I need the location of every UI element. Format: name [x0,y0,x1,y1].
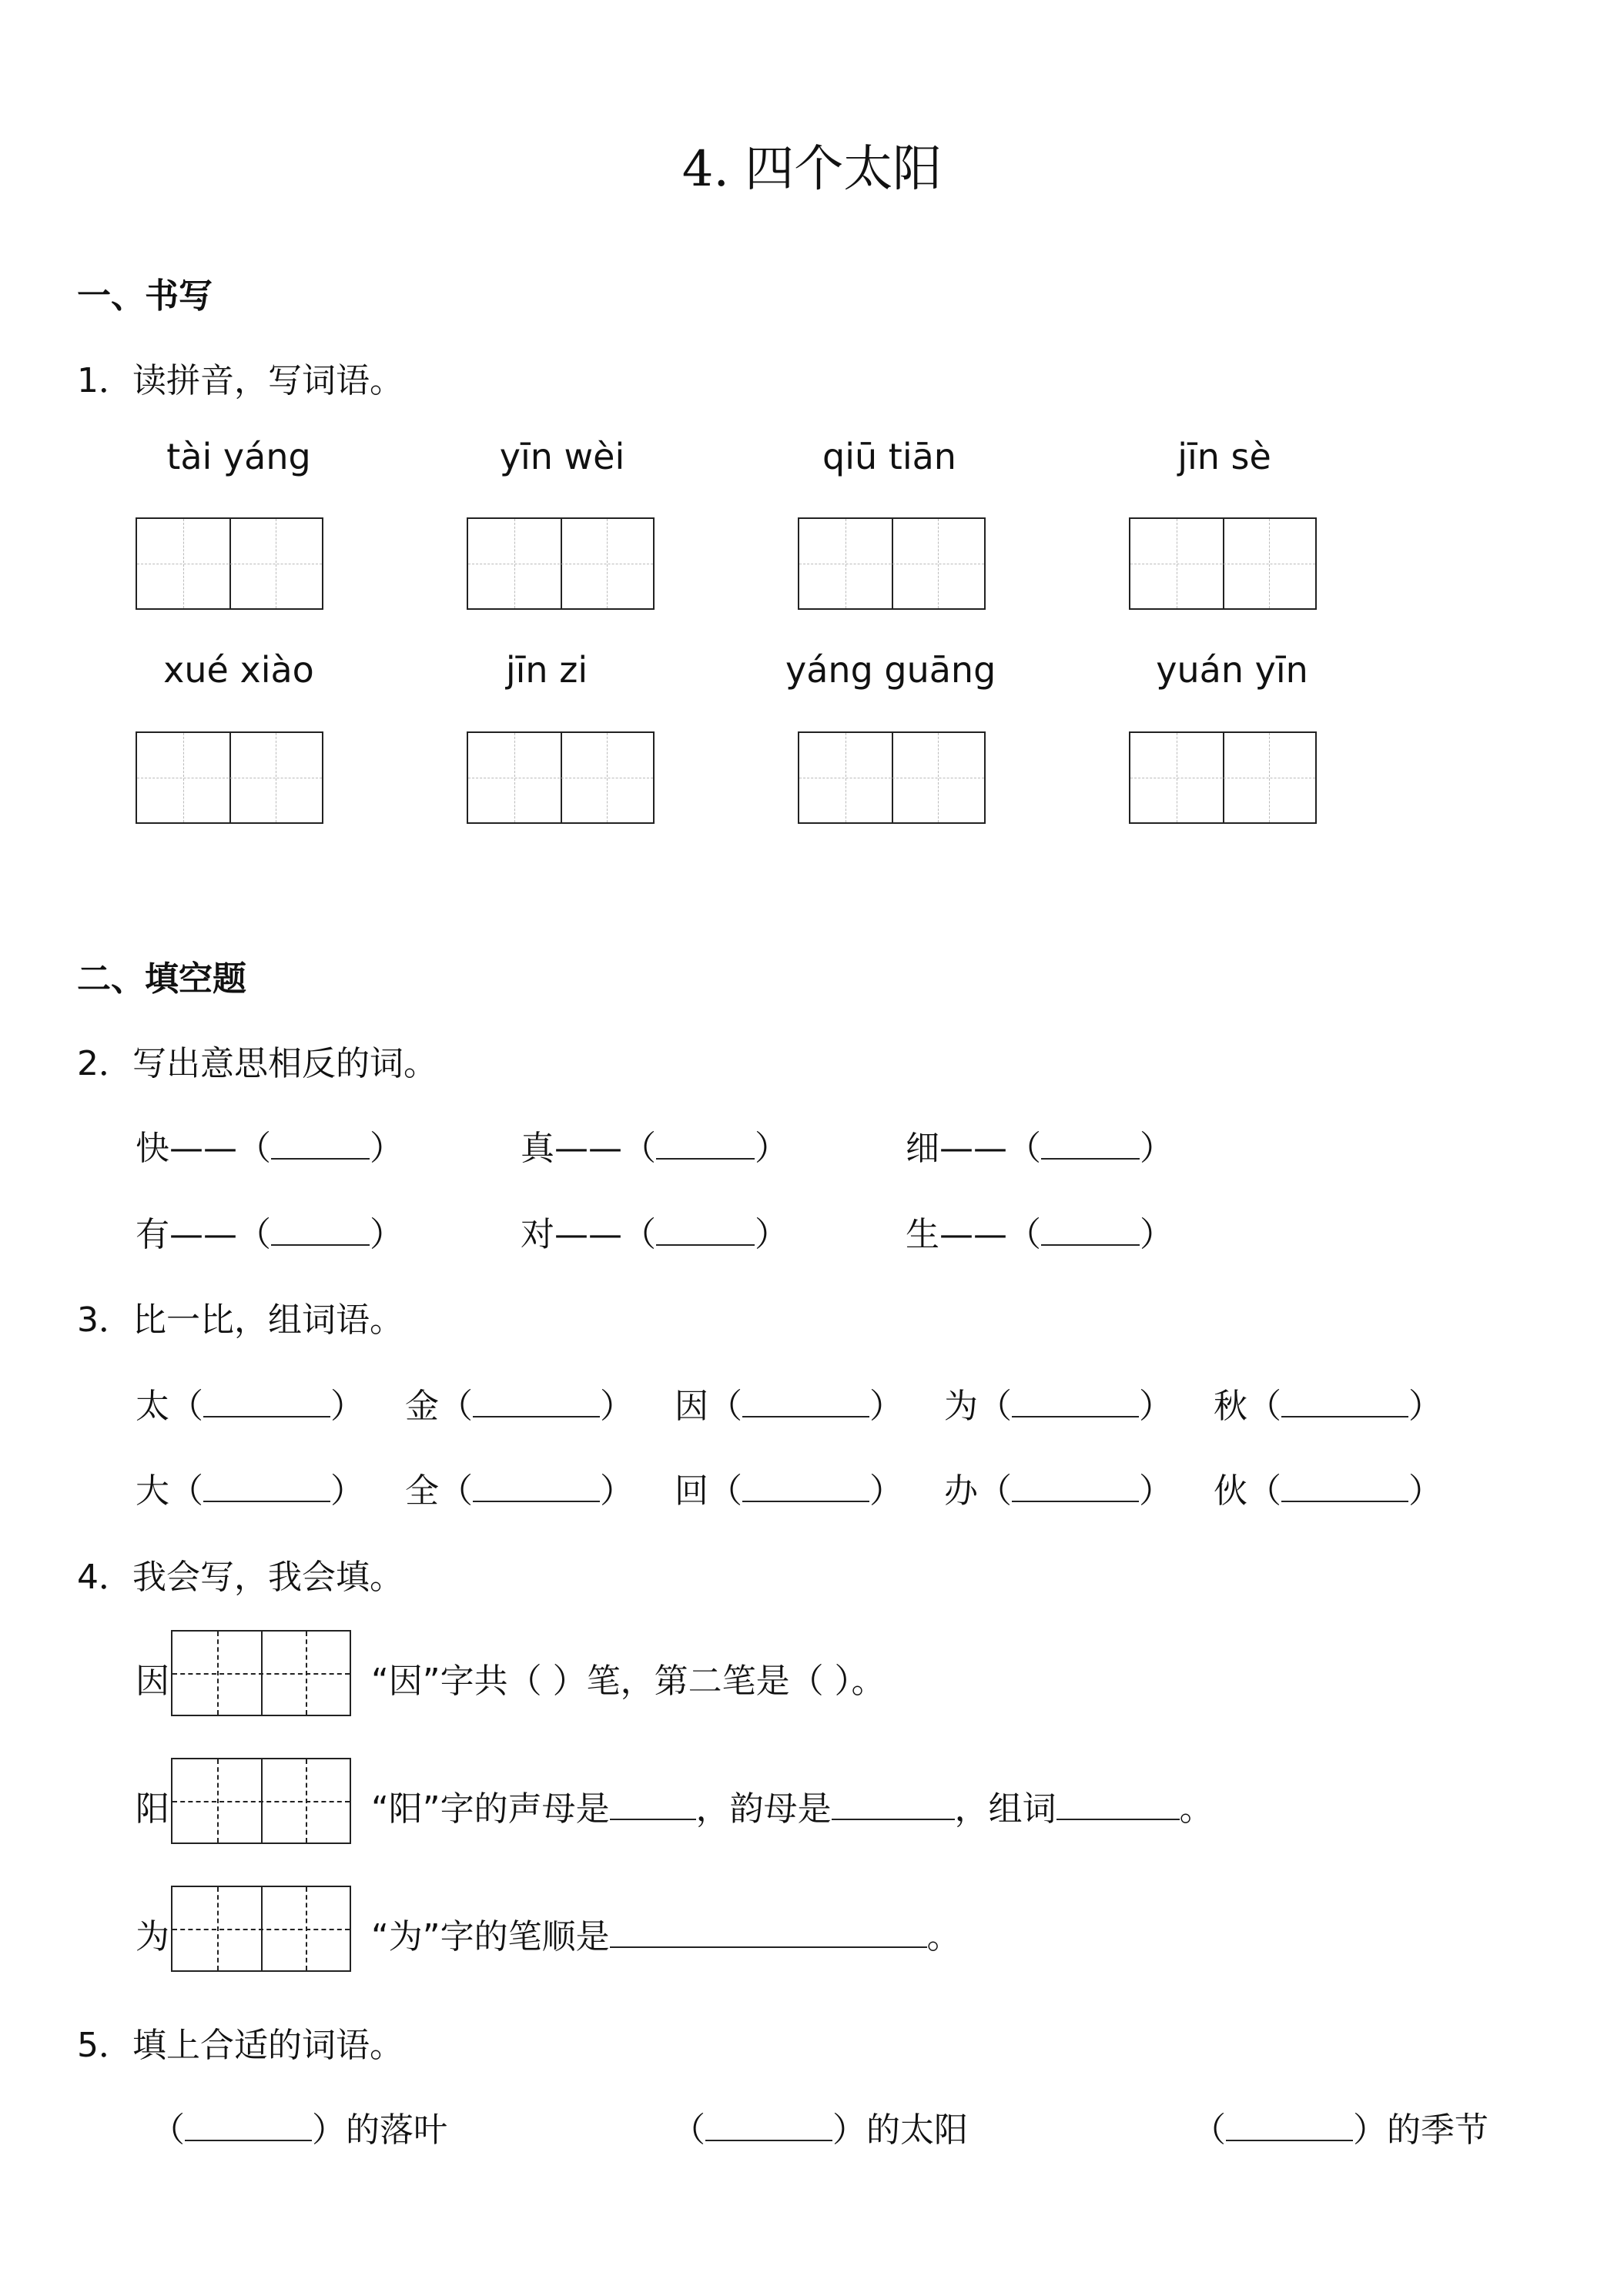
writing-grid[interactable] [467,517,655,610]
answer-blank[interactable] [1056,1789,1180,1820]
section-heading-fill: 二、填空题 [77,959,246,999]
answer-blank[interactable] [832,1789,955,1820]
writing-grid[interactable] [136,731,323,824]
fill-word-item: （ ）的太阳 [671,2110,968,2150]
compare-item: 全（ ） [405,1471,634,1511]
answer-blank[interactable] [203,1387,330,1417]
answer-blank[interactable] [656,1215,755,1246]
compare-item: 因（ ） [675,1387,903,1426]
character-label: 因 [136,1662,169,1701]
pinyin-label: tài yáng [166,436,311,477]
compare-item: 秋（ ） [1214,1387,1442,1426]
antonym-item: 快——（ ） [136,1129,403,1168]
compare-item: 太（ ） [136,1387,364,1426]
answer-blank[interactable] [203,1471,330,1502]
answer-blank[interactable] [1012,1471,1139,1502]
answer-blank[interactable] [742,1387,869,1417]
answer-blank[interactable] [473,1471,600,1502]
writing-grid[interactable] [798,731,986,824]
question-2: 2．写出意思相反的词。 [77,1044,437,1083]
stroke-grid[interactable] [171,1758,351,1844]
page-title: 4. 四个太阳 [681,141,943,198]
pinyin-label: yuán yīn [1156,649,1308,691]
answer-blank[interactable] [610,1789,696,1820]
pinyin-label: xué xiào [163,649,314,691]
compare-item: 大（ ） [136,1471,364,1511]
answer-blank[interactable] [185,2110,312,2141]
stroke-grid[interactable] [171,1630,351,1716]
answer-blank[interactable] [271,1215,370,1246]
compare-item: 金（ ） [405,1387,634,1426]
antonym-item: 细——（ ） [906,1129,1174,1168]
answer-blank[interactable] [610,1917,927,1948]
stroke-order-question: “为”字的笔顺是 。 [371,1917,961,1956]
answer-blank[interactable] [1281,1471,1408,1502]
answer-blank[interactable] [1012,1387,1139,1417]
writing-grid[interactable] [798,517,986,610]
phonetics-question: “阳”字的声母是 ，韵母是 ，组词 。 [371,1789,1214,1829]
answer-blank[interactable] [705,2110,832,2141]
antonym-item: 有——（ ） [136,1215,403,1254]
question-4: 4．我会写，我会填。 [77,1558,403,1597]
writing-grid[interactable] [136,517,323,610]
question-3: 3．比一比，组词语。 [77,1300,403,1340]
compare-item: 为（ ） [944,1387,1173,1426]
pinyin-label: yīn wèi [499,436,625,477]
antonym-item: 生——（ ） [906,1215,1174,1254]
question-5: 5．填上合适的词语。 [77,2026,403,2065]
answer-blank[interactable] [656,1129,755,1160]
character-label: 阳 [136,1789,169,1829]
answer-blank[interactable] [473,1387,600,1417]
stroke-grid[interactable] [171,1886,351,1972]
answer-blank[interactable] [1281,1387,1408,1417]
section-heading-writing: 一、书写 [77,276,213,316]
pinyin-label: qiū tiān [822,436,956,477]
writing-grid[interactable] [467,731,655,824]
stroke-count-question: “因”字共（ ）笔，第二笔是（ ）。 [371,1662,886,1701]
answer-blank[interactable] [742,1471,869,1502]
pinyin-label: jīn sè [1177,436,1271,477]
answer-blank[interactable] [1041,1129,1140,1160]
writing-grid[interactable] [1129,517,1317,610]
answer-blank[interactable] [271,1129,370,1160]
fill-word-item: （ ）的季节 [1192,2110,1488,2150]
pinyin-label: jīn zi [505,649,588,691]
character-label: 为 [136,1917,169,1956]
compare-item: 伙（ ） [1214,1471,1442,1511]
answer-blank[interactable] [1226,2110,1353,2141]
fill-word-item: （ ）的落叶 [151,2110,447,2150]
antonym-item: 对——（ ） [521,1215,789,1254]
compare-item: 办（ ） [944,1471,1173,1511]
writing-grid[interactable] [1129,731,1317,824]
pinyin-label: yáng guāng [785,649,996,691]
answer-blank[interactable] [1041,1215,1140,1246]
antonym-item: 真——（ ） [521,1129,789,1168]
question-1: 1．读拼音，写词语。 [77,361,403,400]
compare-item: 回（ ） [675,1471,903,1511]
